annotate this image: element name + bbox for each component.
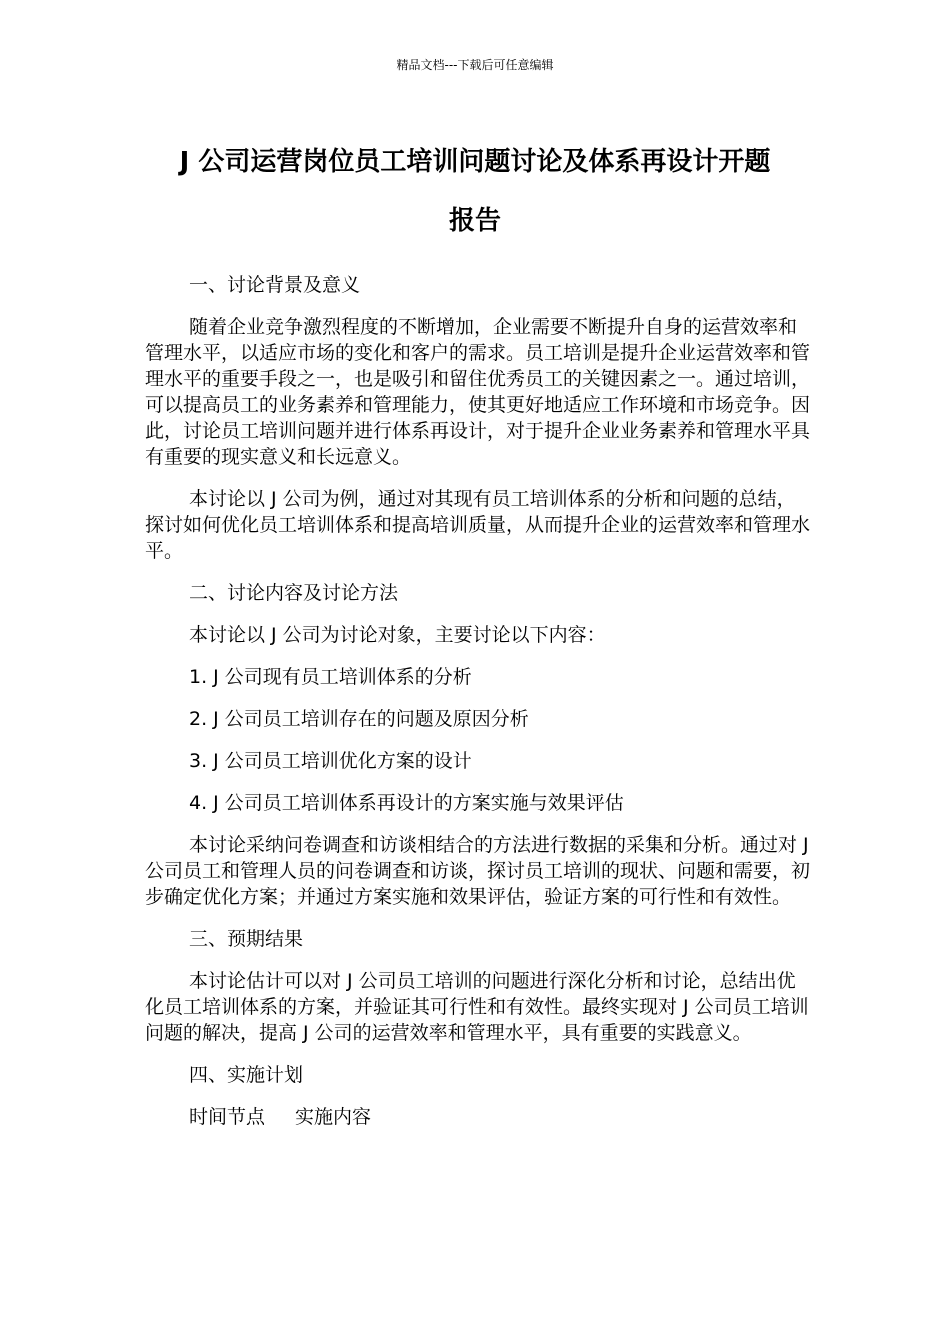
title-line-2: 报告: [448, 206, 501, 236]
section-1-heading: 一、讨论背景及意义: [189, 274, 361, 296]
title-line-1: J 公司运营岗位员工培训问题讨论及体系再设计开题: [179, 147, 771, 177]
plan-table-header: [189, 1104, 810, 1130]
section-2-heading: 二、讨论内容及讨论方法: [189, 582, 399, 604]
document-body: [145, 272, 810, 1146]
section-1-paragraph-2: 本讨论以 J 公司为例，通过对其现有员工培训体系的分析和问题的总结，探讨如何优化员工培训体系和提高培训质量，从而提升企业的运营效率和管理水平。: [145, 488, 811, 562]
list-item: 3. J 公司员工培训优化方案的设计: [189, 750, 472, 772]
section-2-intro: 本讨论以 J 公司为讨论对象，主要讨论以下内容：: [189, 624, 606, 646]
col-implementation: 实施内容: [295, 1106, 372, 1128]
list-item: 2. J 公司员工培训存在的问题及原因分析: [189, 708, 529, 730]
document-title: [100, 133, 850, 251]
list-item: 4. J 公司员工培训体系再设计的方案实施与效果评估: [189, 792, 624, 814]
section-1-paragraph-1: 随着企业竞争激烈程度的不断增加，企业需要不断提升自身的运营效率和管理水平，以适应市场的变化和客户的需求。员工培训是提升企业运营效率和管理水平的重要手段之一，也是吸引和留住优秀员工的关键因素之一。通过培训，可以提高员工的业务素养和管理能力，使其更好地适应工作环境和市场竞争。因此，讨论员工培训问题并进行体系再设计，对于提升企业业务素养和管理水平具有重要的现实意义和长远意义。: [145, 316, 811, 468]
section-3-paragraph: 本讨论估计可以对 J 公司员工培训的问题进行深化分析和讨论，总结出优化员工培训体系的方案，并验证其可行性和有效性。最终实现对 J 公司员工培训问题的解决，提高 J 公司的运营效率和管理水平，具有重要的实践意义。: [145, 970, 809, 1044]
col-time-node: 时间节点: [189, 1106, 266, 1128]
list-item: 1. J 公司现有员工培训体系的分析: [189, 666, 472, 688]
page-header: 精品文档---下载后可任意编辑: [396, 58, 554, 72]
section-2-method: 本讨论采纳问卷调查和访谈相结合的方法进行数据的采集和分析。通过对 J 公司员工和管理人员的问卷调查和访谈，探讨员工培训的现状、问题和需要，初步确定优化方案；并通过方案实施和效果评估，验证方案的可行性和有效性。: [145, 834, 811, 908]
section-4-heading: 四、实施计划: [189, 1064, 304, 1086]
section-3-heading: 三、预期结果: [189, 928, 304, 950]
